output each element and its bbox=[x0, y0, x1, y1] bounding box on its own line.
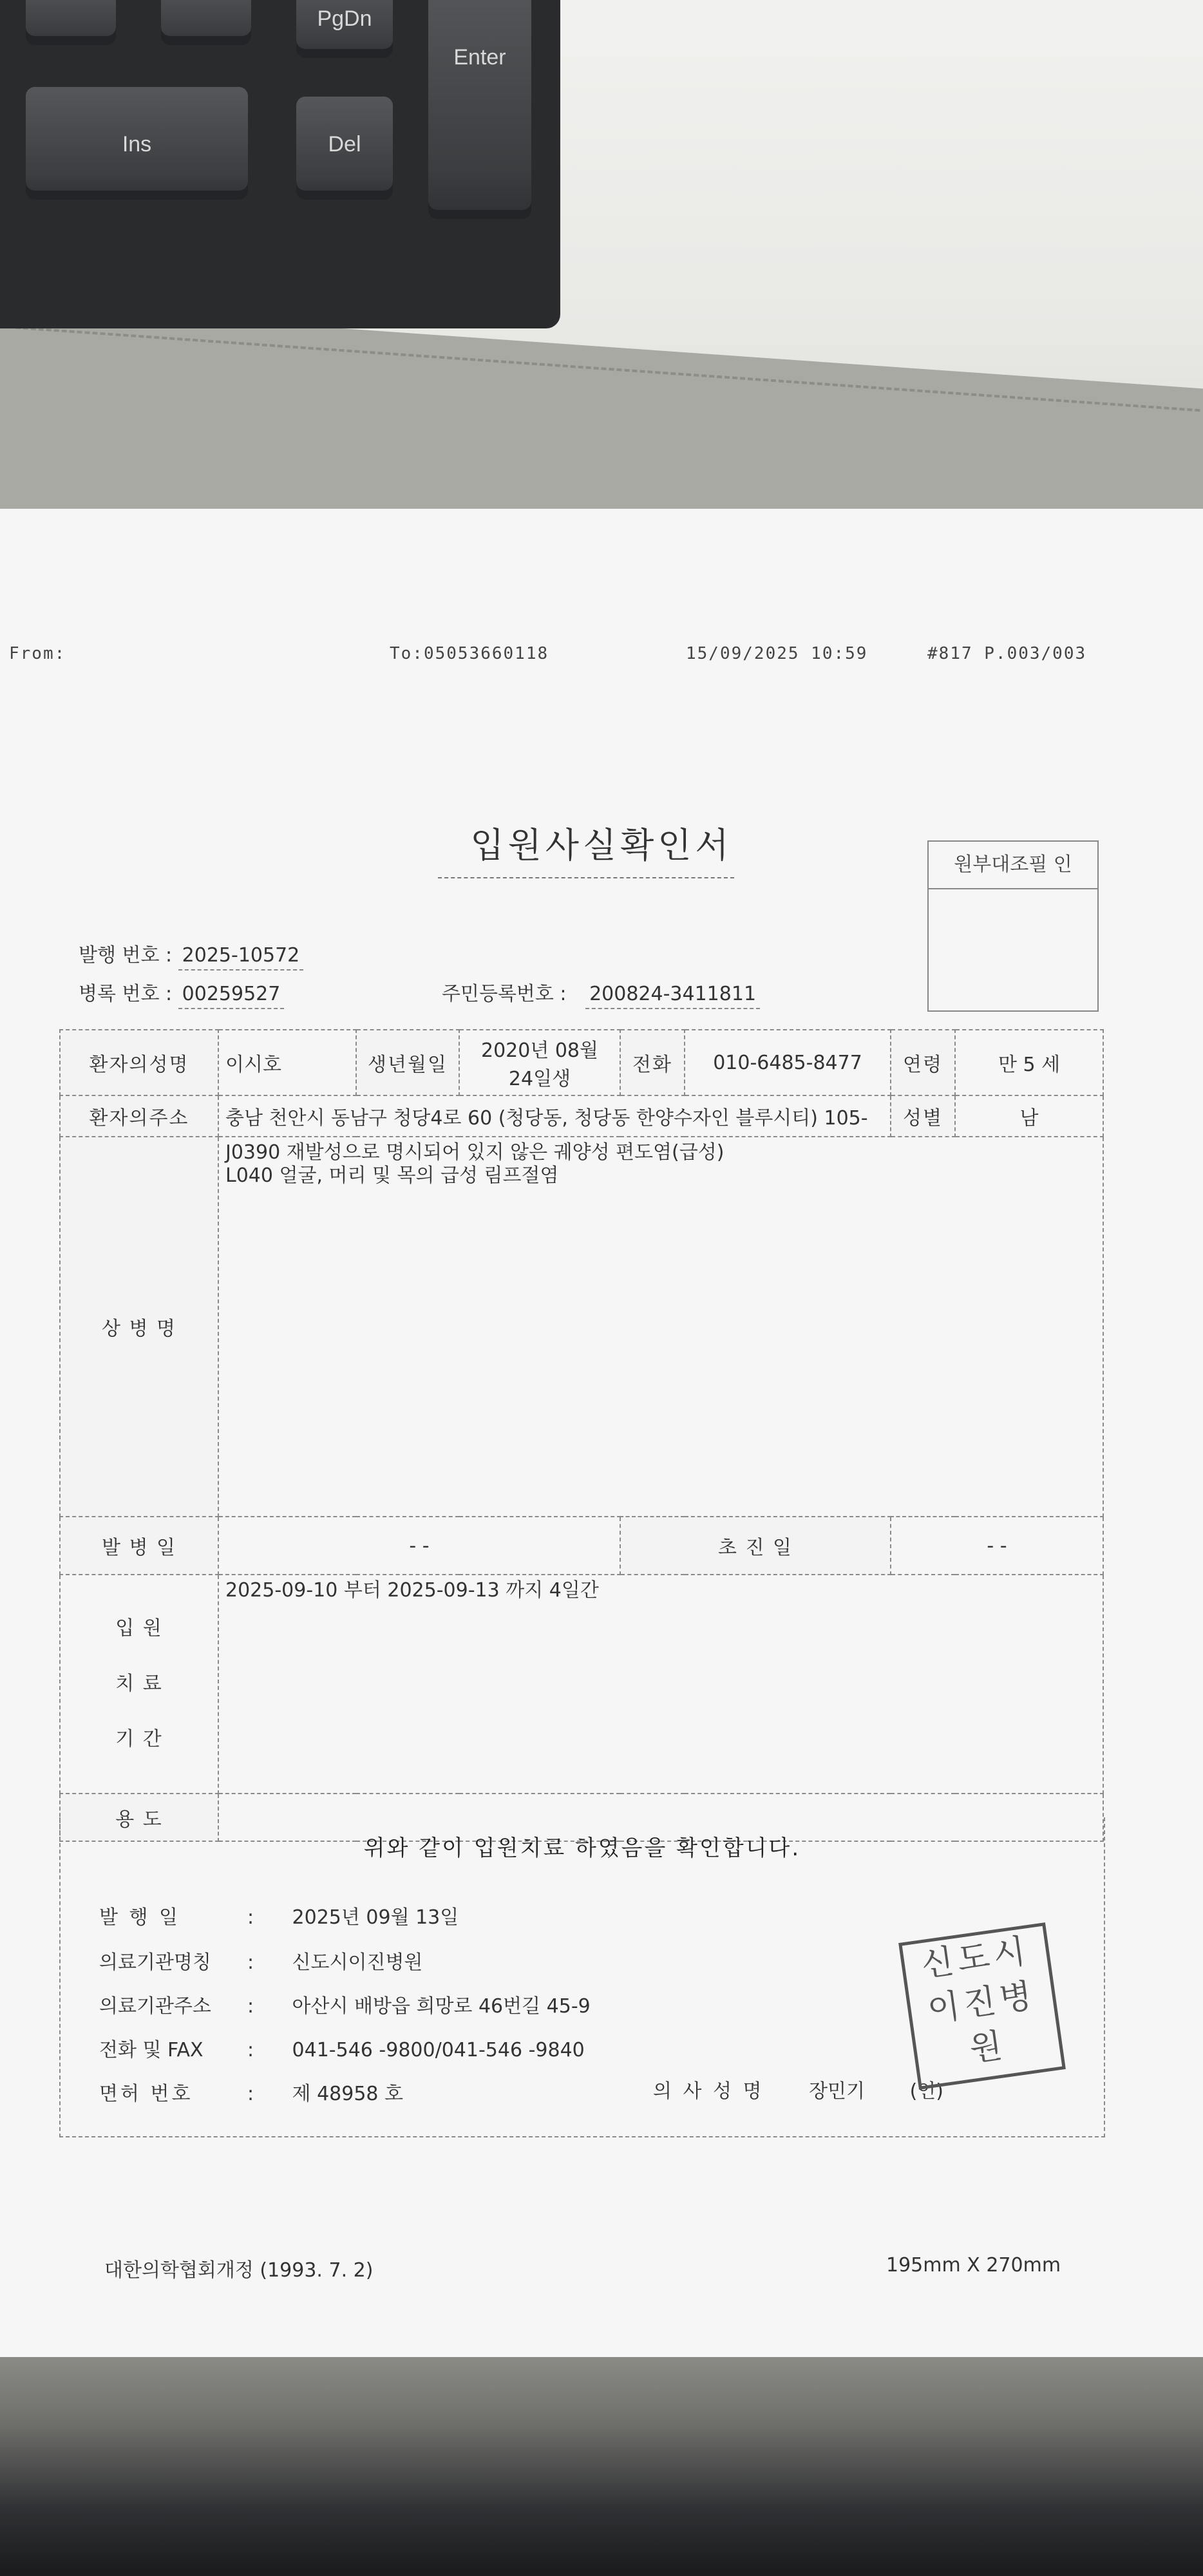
resident-number bbox=[442, 978, 760, 1006]
tel-fax-row: 전화 및 FAX : 041-546 -9800/041-546 -9840 bbox=[99, 2034, 585, 2062]
institution-row: 의료기관명칭 : 신도시이진병원 bbox=[99, 1946, 422, 1975]
floor-background bbox=[0, 2357, 1203, 2576]
issue-date-value: 2025년 09월 13일 bbox=[292, 1906, 459, 1929]
issue-number-label: 발행 번호 : bbox=[79, 944, 173, 967]
license-value: 제 48958 호 bbox=[292, 2083, 404, 2105]
first-visit-value: - - bbox=[891, 1517, 1103, 1575]
issue-number-value: 2025-10572 bbox=[178, 944, 304, 971]
dates-row bbox=[60, 1517, 1103, 1575]
institution-address-row: 의료기관주소 : 아산시 배방읍 희망로 46번길 45-9 bbox=[99, 1990, 591, 2018]
age-value: 만 5 세 bbox=[955, 1030, 1103, 1095]
first-visit-label: 초 진 일 bbox=[620, 1517, 891, 1575]
patient-name-label: 환자의성명 bbox=[60, 1030, 218, 1095]
key-enter bbox=[428, 0, 531, 219]
diagnosis-label: 상 병 명 bbox=[60, 1137, 218, 1517]
onset-value: - - bbox=[218, 1517, 620, 1575]
dob-label: 생년월일 bbox=[356, 1030, 459, 1095]
record-number-label: 병록 번호 : bbox=[79, 983, 173, 1005]
resident-number-label: 주민등록번호 : bbox=[442, 983, 567, 1005]
dob-value: 2020년 08월 24일생 bbox=[459, 1030, 620, 1095]
sex-value: 남 bbox=[955, 1095, 1103, 1137]
onset-label: 발 병 일 bbox=[60, 1517, 218, 1575]
address-value: 충남 천안시 동남구 청당4로 60 (청당동, 청당동 한양수자인 블루시티) 105- bbox=[218, 1095, 891, 1137]
admission-form-table bbox=[59, 1029, 1104, 1842]
admission-period-label bbox=[60, 1575, 218, 1794]
purpose-label: 용 도 bbox=[60, 1794, 218, 1841]
footer-revision: 대한의학협회개정 (1993. 7. 2) bbox=[104, 2259, 374, 2282]
key-del bbox=[296, 97, 393, 200]
patient-name: 이시호 bbox=[218, 1030, 356, 1095]
institution-value: 신도시이진병원 bbox=[292, 1951, 423, 1974]
key-end bbox=[26, 0, 116, 45]
resident-number-value: 200824-3411811 bbox=[585, 983, 760, 1009]
key-pgdn bbox=[296, 0, 393, 58]
fax-from: From: bbox=[9, 644, 66, 663]
license-label: 면허 번호 bbox=[99, 2083, 193, 2105]
record-number-value: 00259527 bbox=[178, 983, 285, 1009]
doctor-name: 장민기 bbox=[809, 2080, 866, 2103]
sex-label: 성별 bbox=[891, 1095, 955, 1137]
age-label: 연령 bbox=[891, 1030, 955, 1095]
verification-seal-box bbox=[927, 840, 1099, 1012]
keyboard bbox=[0, 0, 560, 328]
key-ins bbox=[26, 87, 248, 200]
institution-label: 의료기관명칭 bbox=[99, 1951, 211, 1974]
confirmation-message: 위와 같이 입원치료 하였음을 확인합니다. bbox=[363, 1835, 801, 1861]
hospital-seal-stamp: 신도시이진병원 bbox=[898, 1922, 1066, 2090]
diagnosis-lines: J0390 재발성으로 명시되어 있지 않은 궤양성 편도염(급성) L040 얼굴, 머리 및 목의 급성 림프절염 bbox=[218, 1137, 1103, 1517]
tel-fax-value: 041-546 -9800/041-546 -9840 bbox=[292, 2039, 585, 2061]
institution-address-value: 아산시 배방읍 희망로 46번길 45-9 bbox=[292, 1995, 591, 2018]
phone-value: 010-6485-8477 bbox=[685, 1030, 891, 1095]
seal-box-label: 원부대조필 인 bbox=[929, 842, 1097, 889]
key-ins-label: Ins bbox=[122, 132, 152, 156]
institution-address-label: 의료기관주소 bbox=[99, 1995, 211, 2018]
key-del-label: Del bbox=[328, 132, 361, 156]
admission-label-1: 입 원 bbox=[115, 1617, 163, 1640]
issue-date-label: 발 행 일 bbox=[99, 1906, 181, 1929]
fax-to: To:05053660118 bbox=[390, 644, 549, 663]
license-row: 면허 번호 : 제 48958 호 bbox=[99, 2078, 403, 2106]
patient-row-1 bbox=[60, 1030, 1103, 1095]
admission-label-3: 기 간 bbox=[115, 1728, 163, 1750]
phone-label: 전화 bbox=[620, 1030, 685, 1095]
admission-period-row bbox=[60, 1575, 1103, 1794]
tel-fax-label: 전화 및 FAX bbox=[99, 2039, 204, 2061]
key-pgdn-label: PgDn bbox=[317, 6, 372, 31]
fax-datetime: 15/09/2025 10:59 bbox=[686, 644, 868, 663]
footer-size: 195mm X 270mm bbox=[886, 2254, 1061, 2277]
record-number bbox=[79, 978, 284, 1006]
document-title: 입원사실확인서 bbox=[470, 825, 733, 866]
diagnosis-row bbox=[60, 1137, 1103, 1517]
doctor-seal-mark: (인) bbox=[909, 2080, 943, 2103]
key-enter-label: Enter bbox=[453, 45, 506, 70]
admission-period-value: 2025-09-10 부터 2025-09-13 까지 4일간 bbox=[218, 1575, 1103, 1794]
admission-label-2: 치 료 bbox=[115, 1672, 163, 1695]
key-down-arrow bbox=[161, 0, 251, 45]
fax-page: #817 P.003/003 bbox=[927, 644, 1087, 663]
title-underline bbox=[438, 877, 734, 878]
doctor-row bbox=[653, 2075, 943, 2103]
issue-date-row: 발 행 일 : 2025년 09월 13일 bbox=[99, 1901, 459, 1929]
patient-row-2 bbox=[60, 1095, 1103, 1137]
issue-number bbox=[79, 939, 303, 967]
doctor-label: 의 사 성 명 bbox=[653, 2080, 764, 2103]
address-label: 환자의주소 bbox=[60, 1095, 218, 1137]
